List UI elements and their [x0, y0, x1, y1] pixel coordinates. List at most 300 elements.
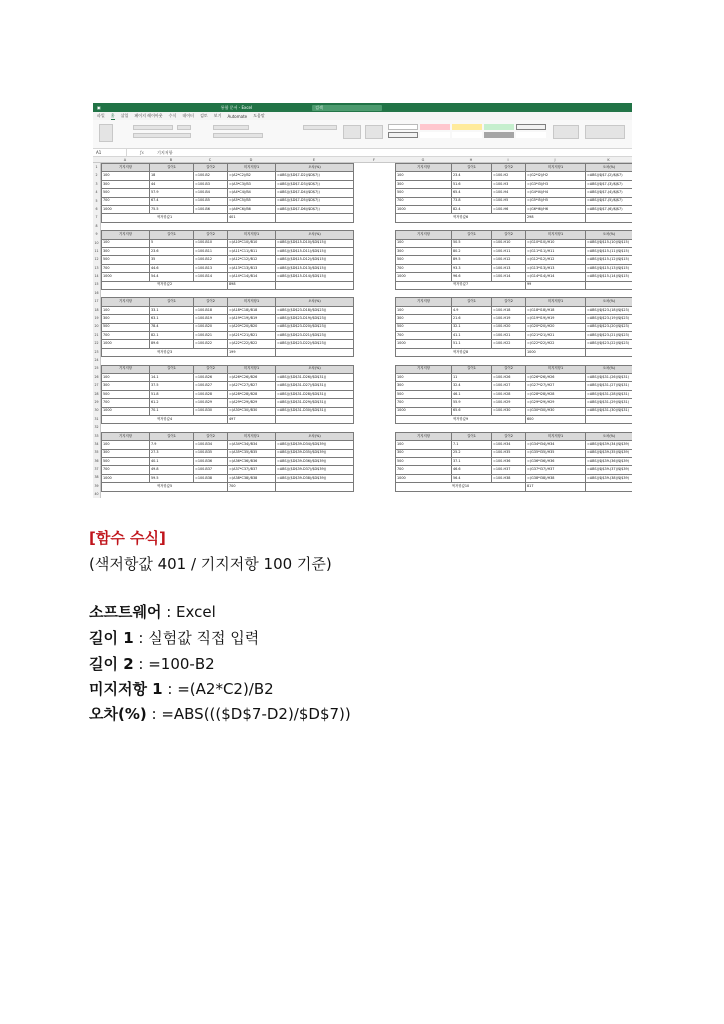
- table-cell[interactable]: =(A28*C28)/B28: [228, 390, 276, 398]
- table-cell[interactable]: =ABS((($D$39-D36)/$D$39)): [276, 457, 354, 465]
- table-cell[interactable]: =(A12*C12)/B12: [228, 256, 276, 264]
- insert-delete-buttons[interactable]: [553, 125, 579, 139]
- header-cell[interactable]: 길이2: [492, 365, 526, 373]
- row-number[interactable]: 3: [95, 181, 98, 186]
- table-cell[interactable]: 78.4: [150, 323, 194, 331]
- table-cell[interactable]: 1000: [102, 474, 150, 482]
- table-cell[interactable]: 54.4: [150, 273, 194, 281]
- table-cell[interactable]: =(G36*I36)/H36: [526, 457, 586, 465]
- table-cell[interactable]: =ABS(($J$7-J6)/$J$7): [586, 205, 633, 213]
- table-cell[interactable]: =ABS(($J$39-J35)/$J$39): [586, 449, 633, 457]
- table-cell[interactable]: 1000: [102, 340, 150, 348]
- header-cell[interactable]: 미지저항1: [228, 365, 276, 373]
- table-cell[interactable]: 80.2: [452, 247, 492, 255]
- header-cell[interactable]: 기지저항: [396, 164, 452, 172]
- table-cell[interactable]: =100-H18: [492, 306, 526, 314]
- table-cell[interactable]: 700: [102, 331, 150, 339]
- table-cell[interactable]: 96.6: [452, 273, 492, 281]
- table-cell[interactable]: =ABS(($J$31-J28)/$J$31): [586, 390, 633, 398]
- table-cell[interactable]: 300: [102, 382, 150, 390]
- menu-tab[interactable]: 수식: [168, 113, 177, 118]
- total-value[interactable]: 898: [228, 281, 276, 289]
- table-cell[interactable]: 51.6: [452, 180, 492, 188]
- header-cell[interactable]: 미지저항1: [526, 164, 586, 172]
- table-cell[interactable]: 82.1: [150, 331, 194, 339]
- table-cell[interactable]: 23.4: [452, 172, 492, 180]
- font-format-buttons[interactable]: [133, 133, 191, 138]
- table-cell[interactable]: =100-B26: [194, 373, 228, 381]
- table-cell[interactable]: =(A30*C30)/B30: [228, 407, 276, 415]
- table-cell[interactable]: =(A34*C34)/B34: [228, 441, 276, 449]
- table-cell[interactable]: =100-H10: [492, 239, 526, 247]
- header-cell[interactable]: 오차(%): [586, 231, 633, 239]
- header-cell[interactable]: 길이1: [150, 231, 194, 239]
- table-cell[interactable]: =100-H6: [492, 205, 526, 213]
- table-cell[interactable]: 100: [102, 306, 150, 314]
- table-cell[interactable]: =(G29*I29)/H29: [526, 399, 586, 407]
- table-cell[interactable]: 35: [150, 256, 194, 264]
- header-cell[interactable]: 길이2: [492, 432, 526, 440]
- header-cell[interactable]: 길이1: [150, 298, 194, 306]
- menu-tab[interactable]: 보기: [213, 113, 222, 118]
- header-cell[interactable]: 미지저항1: [526, 365, 586, 373]
- table-cell[interactable]: 500: [396, 457, 452, 465]
- row-number[interactable]: 8: [95, 223, 98, 228]
- table-cell[interactable]: =(G28*I28)/H28: [526, 390, 586, 398]
- table-cell[interactable]: 300: [396, 247, 452, 255]
- empty-cell[interactable]: [586, 281, 633, 289]
- table-cell[interactable]: 37.5: [150, 382, 194, 390]
- table-cell[interactable]: =ABS(($J$31-J30)/$J$31): [586, 407, 633, 415]
- header-cell[interactable]: 미지저항1: [228, 432, 276, 440]
- table-cell[interactable]: 32.1: [452, 323, 492, 331]
- total-value[interactable]: 817: [526, 483, 586, 491]
- table-cell[interactable]: 67.4: [150, 197, 194, 205]
- table-cell[interactable]: =(A5*C5)/B5: [228, 197, 276, 205]
- table-cell[interactable]: =ABS(($J$39-J38)/$J$39): [586, 474, 633, 482]
- table-cell[interactable]: =100-B18: [194, 306, 228, 314]
- table-cell[interactable]: =ABS(($J$7-J2)/$J$7): [586, 172, 633, 180]
- header-cell[interactable]: 기지저항: [102, 164, 150, 172]
- header-cell[interactable]: 오차(%): [276, 432, 354, 440]
- table-cell[interactable]: 500: [102, 256, 150, 264]
- name-box[interactable]: A1: [93, 149, 127, 156]
- style-check[interactable]: [388, 132, 418, 138]
- table-cell[interactable]: =(G38*I38)/H38: [526, 474, 586, 482]
- table-cell[interactable]: =(G26*I26)/H26: [526, 373, 586, 381]
- table-cell[interactable]: =ABS(($J$23-J19)/$J$23): [586, 315, 633, 323]
- table-cell[interactable]: 300: [102, 315, 150, 323]
- table-cell[interactable]: =(A38*C38)/B38: [228, 474, 276, 482]
- menu-tab[interactable]: 삽입: [120, 113, 129, 118]
- table-cell[interactable]: 500: [396, 189, 452, 197]
- table-cell[interactable]: =(G21*I21)/H21: [526, 331, 586, 339]
- table-cell[interactable]: 59.5: [150, 474, 194, 482]
- table-cell[interactable]: =100-B5: [194, 197, 228, 205]
- row-number[interactable]: 10: [94, 240, 99, 245]
- table-cell[interactable]: 100: [396, 239, 452, 247]
- table-cell[interactable]: 1000: [396, 205, 452, 213]
- table-cell[interactable]: 1000: [102, 273, 150, 281]
- table-cell[interactable]: =100-B35: [194, 449, 228, 457]
- table-cell[interactable]: =100-H30: [492, 407, 526, 415]
- table-cell[interactable]: 44: [150, 180, 194, 188]
- header-cell[interactable]: 기지저항: [102, 231, 150, 239]
- table-cell[interactable]: =100-H5: [492, 197, 526, 205]
- table-cell[interactable]: 700: [396, 331, 452, 339]
- table-cell[interactable]: =100-B28: [194, 390, 228, 398]
- table-cell[interactable]: 1000: [396, 340, 452, 348]
- table-cell[interactable]: =ABS(($J$15-J12)/$J$15): [586, 256, 633, 264]
- total-label[interactable]: 색저항값10: [396, 483, 526, 491]
- table-cell[interactable]: 100: [102, 172, 150, 180]
- table-cell[interactable]: =100-H34: [492, 441, 526, 449]
- header-cell[interactable]: 미지저항1: [228, 231, 276, 239]
- font-family-select[interactable]: [133, 125, 173, 130]
- header-cell[interactable]: 오차(%): [276, 298, 354, 306]
- empty-cell[interactable]: [276, 214, 354, 222]
- table-cell[interactable]: 56.4: [452, 474, 492, 482]
- table-cell[interactable]: =100-B37: [194, 466, 228, 474]
- row-number[interactable]: 25: [94, 366, 99, 371]
- table-cell[interactable]: =(G12*I12)/H12: [526, 256, 586, 264]
- menu-tab[interactable]: 검토: [200, 113, 208, 118]
- header-cell[interactable]: 길이1: [452, 164, 492, 172]
- header-cell[interactable]: 길이2: [492, 298, 526, 306]
- row-number[interactable]: 29: [94, 399, 99, 404]
- header-cell[interactable]: 오차(%): [586, 164, 633, 172]
- table-cell[interactable]: =(G18*I18)/H18: [526, 306, 586, 314]
- table-cell[interactable]: 33.1: [150, 306, 194, 314]
- menu-tab[interactable]: 홈: [110, 112, 115, 118]
- table-cell[interactable]: =(A21*C21)/B21: [228, 331, 276, 339]
- table-cell[interactable]: 51.8: [150, 390, 194, 398]
- row-number[interactable]: 37: [94, 467, 99, 472]
- alignment-buttons[interactable]: [213, 125, 249, 130]
- column-letter[interactable]: B: [169, 158, 173, 162]
- table-cell[interactable]: =100-H11: [492, 247, 526, 255]
- table-cell[interactable]: 100: [396, 373, 452, 381]
- header-cell[interactable]: 길이1: [452, 365, 492, 373]
- table-cell[interactable]: 500: [102, 457, 150, 465]
- row-number[interactable]: 24: [94, 357, 99, 362]
- total-value[interactable]: 401: [228, 214, 276, 222]
- table-cell[interactable]: =100-H36: [492, 457, 526, 465]
- table-cell[interactable]: =ABS((($D$23-D19)/$D$23)): [276, 315, 354, 323]
- table-cell[interactable]: =100-H4: [492, 189, 526, 197]
- table-cell[interactable]: 700: [102, 197, 150, 205]
- table-cell[interactable]: 65.6: [452, 407, 492, 415]
- table-cell[interactable]: 65.4: [452, 189, 492, 197]
- table-cell[interactable]: =(A4*C4)/B4: [228, 189, 276, 197]
- header-cell[interactable]: 길이2: [194, 365, 228, 373]
- total-label[interactable]: 색저항값9: [396, 415, 526, 423]
- header-cell[interactable]: 길이2: [194, 298, 228, 306]
- table-cell[interactable]: 700: [396, 466, 452, 474]
- table-cell[interactable]: 50.5: [452, 239, 492, 247]
- menu-tab[interactable]: 파일: [97, 113, 105, 118]
- total-value[interactable]: 1000: [526, 348, 586, 356]
- table-cell[interactable]: 1000: [102, 407, 150, 415]
- table-cell[interactable]: 55.9: [452, 399, 492, 407]
- table-cell[interactable]: 100: [102, 373, 150, 381]
- header-cell[interactable]: 길이1: [150, 432, 194, 440]
- table-cell[interactable]: =ABS((($D$7-D4)/$D$7)): [276, 189, 354, 197]
- table-cell[interactable]: =(G5*I5)/H5: [526, 197, 586, 205]
- table-cell[interactable]: =100-B30: [194, 407, 228, 415]
- row-number[interactable]: 2: [95, 173, 98, 178]
- header-cell[interactable]: 길이1: [150, 365, 194, 373]
- menu-tab[interactable]: 도움말: [253, 113, 265, 118]
- table-cell[interactable]: =100-B4: [194, 189, 228, 197]
- column-letter[interactable]: D: [249, 158, 253, 162]
- empty-cell[interactable]: [276, 483, 354, 491]
- column-letter[interactable]: F: [372, 158, 375, 162]
- style-neutral[interactable]: [452, 124, 482, 130]
- table-cell[interactable]: 100: [102, 239, 150, 247]
- header-cell[interactable]: 기지저항: [102, 432, 150, 440]
- table-cell[interactable]: =ABS(($J$15-J10)/$J$15): [586, 239, 633, 247]
- table-cell[interactable]: 73.8: [452, 197, 492, 205]
- table-cell[interactable]: =100-H13: [492, 264, 526, 272]
- table-cell[interactable]: =ABS(($J$23-J21)/$J$23): [586, 331, 633, 339]
- table-cell[interactable]: =ABS((($D$15-D11)/$D$15)): [276, 247, 354, 255]
- total-label[interactable]: 색저항값4: [102, 415, 228, 423]
- column-letter[interactable]: I: [507, 158, 509, 162]
- style-calc[interactable]: [516, 124, 546, 130]
- format-as-table-button[interactable]: [365, 125, 383, 139]
- row-number[interactable]: 20: [94, 324, 99, 329]
- table-cell[interactable]: =100-H3: [492, 180, 526, 188]
- table-cell[interactable]: 100: [102, 441, 150, 449]
- style-input[interactable]: [452, 132, 482, 138]
- table-cell[interactable]: =(A19*C19)/B19: [228, 315, 276, 323]
- row-number[interactable]: 9: [95, 232, 98, 237]
- table-cell[interactable]: 700: [102, 466, 150, 474]
- table-cell[interactable]: =100-H27: [492, 382, 526, 390]
- table-cell[interactable]: =(G3*I3)/H3: [526, 180, 586, 188]
- table-cell[interactable]: =100-H19: [492, 315, 526, 323]
- row-number[interactable]: 26: [94, 374, 99, 379]
- header-cell[interactable]: 오차(%): [276, 365, 354, 373]
- empty-cell[interactable]: [586, 214, 633, 222]
- excel-search-box[interactable]: 검색: [312, 105, 382, 111]
- table-cell[interactable]: 70.1: [150, 407, 194, 415]
- table-cell[interactable]: =100-H29: [492, 399, 526, 407]
- header-cell[interactable]: 미지저항1: [526, 298, 586, 306]
- table-cell[interactable]: 23.6: [150, 247, 194, 255]
- table-cell[interactable]: =(A18*C18)/B18: [228, 306, 276, 314]
- table-cell[interactable]: 1000: [102, 205, 150, 213]
- table-cell[interactable]: 46.6: [452, 466, 492, 474]
- table-cell[interactable]: =100-H20: [492, 323, 526, 331]
- total-label[interactable]: 색저항값6: [396, 214, 526, 222]
- row-number[interactable]: 15: [94, 282, 99, 287]
- table-cell[interactable]: =100-B22: [194, 340, 228, 348]
- row-number[interactable]: 32: [94, 425, 99, 430]
- table-cell[interactable]: 89.5: [452, 256, 492, 264]
- table-cell[interactable]: 82.4: [452, 205, 492, 213]
- row-number[interactable]: 34: [94, 441, 99, 446]
- table-cell[interactable]: =ABS(($J$31-J27)/$J$31): [586, 382, 633, 390]
- table-cell[interactable]: =ABS((($D$7-D6)/$D$7)): [276, 205, 354, 213]
- total-label[interactable]: 색저항값7: [396, 281, 526, 289]
- table-cell[interactable]: =100-B21: [194, 331, 228, 339]
- row-number[interactable]: 38: [94, 475, 99, 480]
- table-cell[interactable]: =(A11*C11)/B11: [228, 247, 276, 255]
- row-number[interactable]: 40: [94, 492, 99, 497]
- total-value[interactable]: 600: [526, 415, 586, 423]
- table-cell[interactable]: 300: [102, 180, 150, 188]
- header-cell[interactable]: 미지저항1: [228, 164, 276, 172]
- menu-tab[interactable]: 페이지 레이아웃: [134, 113, 163, 118]
- style-linked[interactable]: [484, 132, 514, 138]
- table-cell[interactable]: =(G14*I14)/H14: [526, 273, 586, 281]
- table-cell[interactable]: 32.4: [452, 382, 492, 390]
- table-cell[interactable]: 49.8: [150, 466, 194, 474]
- table-cell[interactable]: =ABS((($D$23-D21)/$D$23)): [276, 331, 354, 339]
- table-cell[interactable]: =(A35*C35)/B35: [228, 449, 276, 457]
- table-cell[interactable]: 700: [102, 399, 150, 407]
- table-cell[interactable]: =(A6*C6)/B6: [228, 205, 276, 213]
- table-cell[interactable]: =100-B11: [194, 247, 228, 255]
- table-cell[interactable]: =ABS((($D$15-D12)/$D$15)): [276, 256, 354, 264]
- table-cell[interactable]: =(G13*I13)/H13: [526, 264, 586, 272]
- row-number[interactable]: 14: [94, 274, 99, 279]
- table-cell[interactable]: =ABS(($J$31-J29)/$J$31): [586, 399, 633, 407]
- row-number[interactable]: 11: [94, 248, 99, 253]
- empty-cell[interactable]: [276, 281, 354, 289]
- header-cell[interactable]: 오차(%): [276, 231, 354, 239]
- row-number[interactable]: 5: [95, 198, 98, 203]
- header-cell[interactable]: 미지저항1: [228, 298, 276, 306]
- table-cell[interactable]: 500: [396, 256, 452, 264]
- table-cell[interactable]: =ABS((($D$7-D5)/$D$7)): [276, 197, 354, 205]
- table-cell[interactable]: =ABS((($D$7-D3)/$D$7)): [276, 180, 354, 188]
- table-cell[interactable]: =100-B20: [194, 323, 228, 331]
- row-number[interactable]: 36: [94, 458, 99, 463]
- table-cell[interactable]: =100-B12: [194, 256, 228, 264]
- table-cell[interactable]: =ABS((($D$31-D29)/$D$31)): [276, 399, 354, 407]
- table-cell[interactable]: 300: [396, 315, 452, 323]
- table-cell[interactable]: =ABS((($D$15-D10)/$D$15)): [276, 239, 354, 247]
- table-cell[interactable]: 4.9: [452, 306, 492, 314]
- table-cell[interactable]: 21.6: [452, 315, 492, 323]
- table-cell[interactable]: =ABS((($D$39-D38)/$D$39)): [276, 474, 354, 482]
- empty-cell[interactable]: [276, 415, 354, 423]
- table-cell[interactable]: =(G37*I37)/H37: [526, 466, 586, 474]
- header-cell[interactable]: 길이1: [452, 432, 492, 440]
- table-cell[interactable]: =100-H14: [492, 273, 526, 281]
- total-label[interactable]: 색저항값1: [102, 214, 228, 222]
- table-cell[interactable]: =100-H37: [492, 466, 526, 474]
- row-number[interactable]: 6: [95, 206, 98, 211]
- header-cell[interactable]: 오차(%): [586, 298, 633, 306]
- table-cell[interactable]: =(G22*I22)/H22: [526, 340, 586, 348]
- table-cell[interactable]: =ABS((($D$39-D34)/$D$39)): [276, 441, 354, 449]
- row-number[interactable]: 35: [94, 450, 99, 455]
- table-cell[interactable]: 93.3: [452, 264, 492, 272]
- table-cell[interactable]: =100-B29: [194, 399, 228, 407]
- row-number[interactable]: 17: [94, 299, 99, 304]
- table-cell[interactable]: =(G6*I6)/H6: [526, 205, 586, 213]
- table-cell[interactable]: =ABS((($D$23-D18)/$D$23)): [276, 306, 354, 314]
- table-cell[interactable]: =ABS(($J$23-J22)/$J$23): [586, 340, 633, 348]
- table-cell[interactable]: =ABS(($J$23-J20)/$J$23): [586, 323, 633, 331]
- row-number[interactable]: 7: [95, 215, 98, 220]
- table-cell[interactable]: 7.1: [452, 441, 492, 449]
- total-label[interactable]: 색저항값3: [102, 348, 228, 356]
- table-cell[interactable]: =(A29*C29)/B29: [228, 399, 276, 407]
- row-number[interactable]: 19: [94, 316, 99, 321]
- table-cell[interactable]: =(G19*I19)/H19: [526, 315, 586, 323]
- table-cell[interactable]: 500: [102, 390, 150, 398]
- table-cell[interactable]: =ABS(($J$39-J37)/$J$39): [586, 466, 633, 474]
- table-cell[interactable]: 1000: [396, 273, 452, 281]
- paste-button[interactable]: [99, 124, 113, 142]
- table-cell[interactable]: =ABS(($J$7-J4)/$J$7): [586, 189, 633, 197]
- table-cell[interactable]: =(A37*C37)/B37: [228, 466, 276, 474]
- table-cell[interactable]: =ABS(($J$15-J13)/$J$15): [586, 264, 633, 272]
- table-cell[interactable]: =100-B34: [194, 441, 228, 449]
- table-cell[interactable]: =100-B13: [194, 264, 228, 272]
- table-cell[interactable]: =(G34*I34)/H34: [526, 441, 586, 449]
- merge-center-button[interactable]: [213, 133, 263, 138]
- table-cell[interactable]: 300: [102, 247, 150, 255]
- table-cell[interactable]: 500: [396, 390, 452, 398]
- table-cell[interactable]: 14.1: [150, 373, 194, 381]
- row-number[interactable]: 22: [94, 341, 99, 346]
- table-cell[interactable]: 500: [102, 189, 150, 197]
- total-value[interactable]: 99: [526, 281, 586, 289]
- table-cell[interactable]: 500: [102, 323, 150, 331]
- table-cell[interactable]: 700: [396, 264, 452, 272]
- table-cell[interactable]: =ABS((($D$31-D26)/$D$31)): [276, 373, 354, 381]
- row-number[interactable]: 23: [94, 349, 99, 354]
- table-cell[interactable]: =100-H2: [492, 172, 526, 180]
- table-cell[interactable]: =ABS(($J$15-J14)/$J$15): [586, 273, 633, 281]
- fx-icon[interactable]: ƒx: [140, 150, 144, 155]
- table-cell[interactable]: =(A3*C3)/B3: [228, 180, 276, 188]
- table-cell[interactable]: =ABS((($D$23-D20)/$D$23)): [276, 323, 354, 331]
- row-number[interactable]: 18: [94, 307, 99, 312]
- table-cell[interactable]: 57.9: [150, 189, 194, 197]
- table-cell[interactable]: =ABS(($J$39-J36)/$J$39): [586, 457, 633, 465]
- table-cell[interactable]: 44.6: [150, 264, 194, 272]
- table-cell[interactable]: 300: [396, 449, 452, 457]
- column-letter[interactable]: A: [123, 158, 127, 162]
- table-cell[interactable]: 46.1: [452, 390, 492, 398]
- table-cell[interactable]: =100-H21: [492, 331, 526, 339]
- table-cell[interactable]: =100-B14: [194, 273, 228, 281]
- table-cell[interactable]: 7.9: [150, 441, 194, 449]
- table-cell[interactable]: =ABS(($J$7-J3)/$J$7): [586, 180, 633, 188]
- style-note[interactable]: [516, 132, 546, 138]
- table-cell[interactable]: 11: [452, 373, 492, 381]
- table-cell[interactable]: 1000: [396, 474, 452, 482]
- row-number[interactable]: 33: [94, 433, 99, 438]
- style-normal[interactable]: [388, 124, 418, 130]
- table-cell[interactable]: =100-B10: [194, 239, 228, 247]
- table-cell[interactable]: =(G30*I30)/H30: [526, 407, 586, 415]
- table-cell[interactable]: =100-B2: [194, 172, 228, 180]
- total-value[interactable]: 497: [228, 415, 276, 423]
- table-cell[interactable]: =100-B3: [194, 180, 228, 188]
- menu-tab[interactable]: 데이터: [182, 113, 194, 118]
- header-cell[interactable]: 길이1: [452, 298, 492, 306]
- table-cell[interactable]: 100: [396, 172, 452, 180]
- empty-cell[interactable]: [586, 483, 633, 491]
